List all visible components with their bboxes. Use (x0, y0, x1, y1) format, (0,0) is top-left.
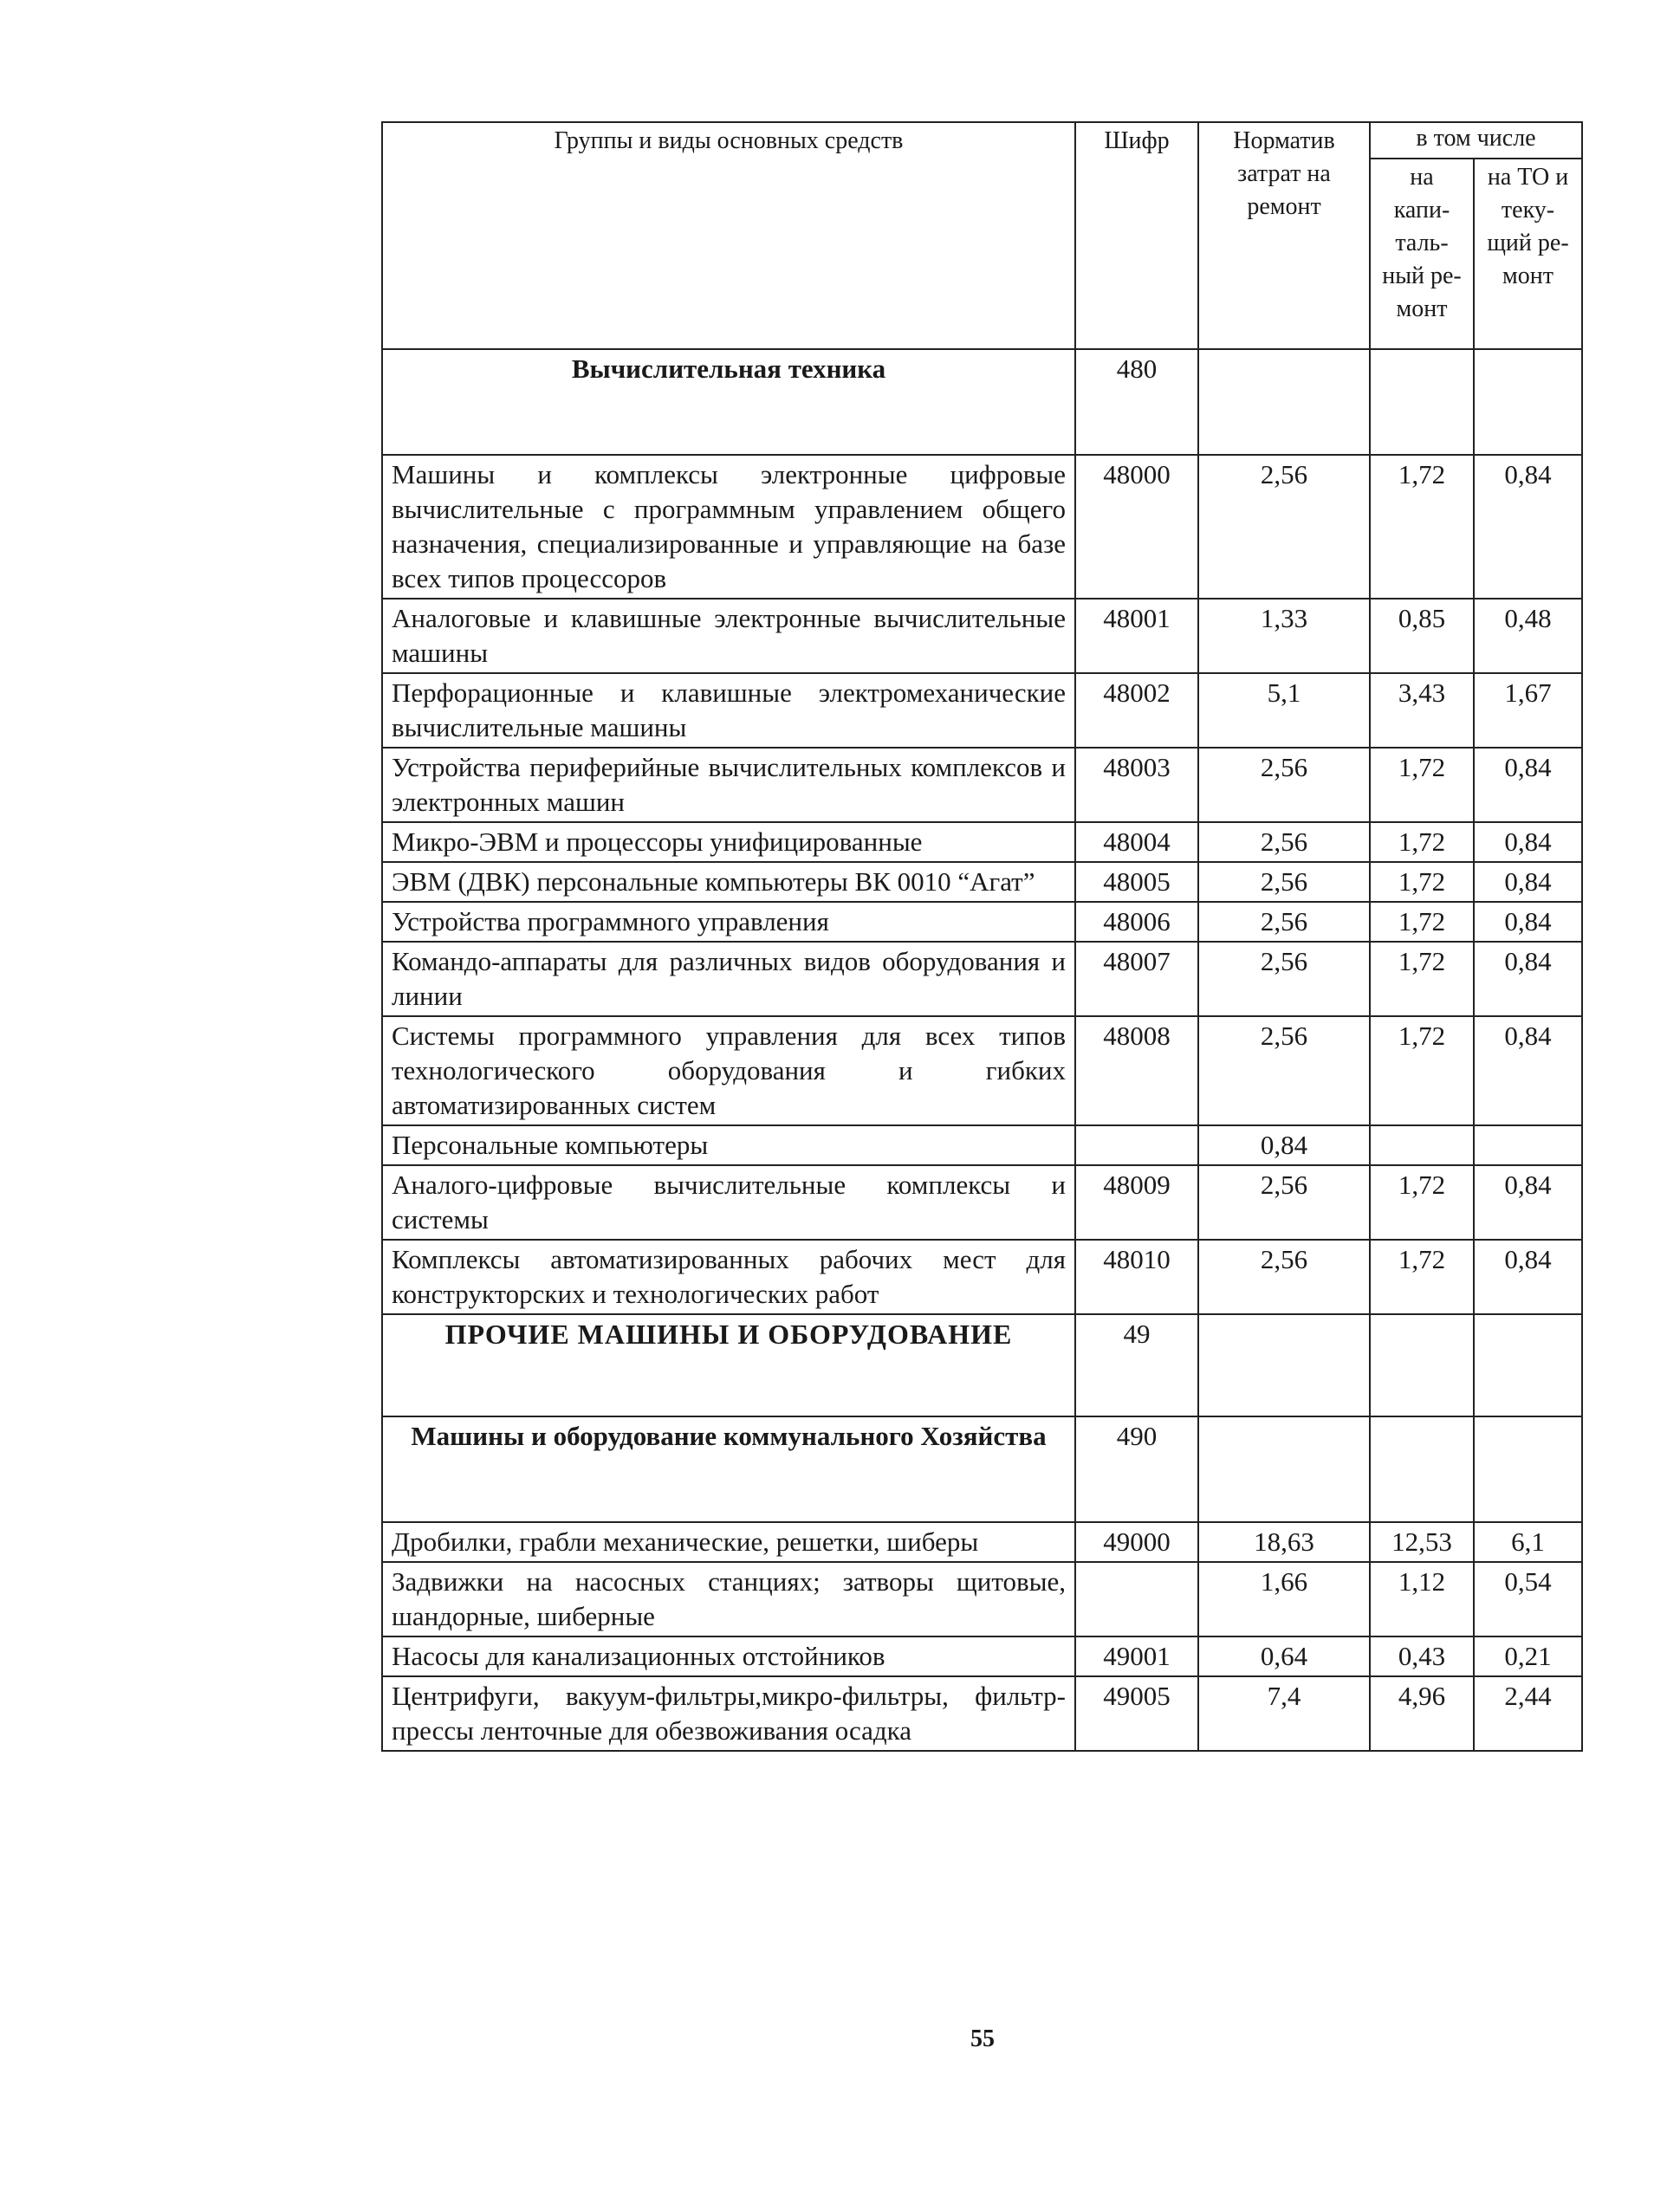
row-current-repair (1474, 1125, 1582, 1165)
row-name: Комплексы автоматизированных рабочих мест для конструкторских и технологических работ (382, 1240, 1075, 1314)
row-name: ЭВМ (ДВК) персональные компьютеры ВК 0010 “Агат” (382, 862, 1075, 902)
table-row (382, 862, 1582, 902)
table-row (382, 822, 1582, 862)
row-repair-norm: 2,56 (1198, 902, 1370, 942)
row-name: Устройства периферийные вычислительных комплексов и электронных машин (382, 748, 1075, 822)
section-name: Вычислительная техника (382, 349, 1075, 455)
row-current-repair: 2,44 (1474, 1676, 1582, 1751)
section-name: Машины и оборудование коммунального Хозяйства (382, 1416, 1075, 1522)
row-name: Перфорационные и клавишные электромеханические вычислительные машины (382, 673, 1075, 748)
table-row (382, 1016, 1582, 1125)
section-row (382, 349, 1582, 455)
row-current-repair: 0,21 (1474, 1636, 1582, 1676)
table-row (382, 1636, 1582, 1676)
row-repair-norm: 2,56 (1198, 1240, 1370, 1314)
row-name: Задвижки на насосных станциях; затворы щитовые, шандорные, шиберные (382, 1562, 1075, 1636)
table-row (382, 942, 1582, 1016)
section-name: ПРОЧИЕ МАШИНЫ И ОБОРУДОВАНИЕ (382, 1314, 1075, 1416)
row-capital-repair: 1,72 (1370, 455, 1474, 599)
row-current-repair: 1,67 (1474, 673, 1582, 748)
row-capital-repair: 1,72 (1370, 942, 1474, 1016)
row-repair-norm: 2,56 (1198, 822, 1370, 862)
row-current-repair: 6,1 (1474, 1522, 1582, 1562)
row-repair-norm: 2,56 (1198, 942, 1370, 1016)
table-row (382, 1125, 1582, 1165)
section-code: 490 (1075, 1416, 1198, 1522)
row-capital-repair: 0,85 (1370, 599, 1474, 673)
row-current-repair: 0,54 (1474, 1562, 1582, 1636)
row-capital-repair: 1,72 (1370, 1016, 1474, 1125)
row-code (1075, 1125, 1198, 1165)
row-capital-repair: 3,43 (1370, 673, 1474, 748)
row-repair-norm: 0,84 (1198, 1125, 1370, 1165)
row-name: Дробилки, грабли механические, решетки, шиберы (382, 1522, 1075, 1562)
header-repair-norm: Норматив затрат на ремонт (1198, 122, 1370, 349)
row-name: Машины и комплексы электронные цифровые вычислительные с программным управлением общего назначения, специализированные и управляющие на базе всех типов процессоров (382, 455, 1075, 599)
row-capital-repair: 1,72 (1370, 1165, 1474, 1240)
row-repair-norm: 2,56 (1198, 748, 1370, 822)
row-code: 48008 (1075, 1016, 1198, 1125)
row-current-repair: 0,48 (1474, 599, 1582, 673)
table-row (382, 455, 1582, 599)
table-row (382, 748, 1582, 822)
table-row (382, 1562, 1582, 1636)
row-capital-repair: 1,72 (1370, 748, 1474, 822)
row-current-repair: 0,84 (1474, 1165, 1582, 1240)
header-group-name: Группы и виды основных средств (382, 122, 1075, 349)
row-current-repair: 0,84 (1474, 862, 1582, 902)
row-repair-norm: 2,56 (1198, 1165, 1370, 1240)
header-code: Шифр (1075, 122, 1198, 349)
row-code (1075, 1562, 1198, 1636)
row-name: Персональные компьютеры (382, 1125, 1075, 1165)
row-current-repair: 0,84 (1474, 1240, 1582, 1314)
row-capital-repair: 1,72 (1370, 862, 1474, 902)
header-including: в том числе (1370, 122, 1582, 159)
row-capital-repair: 4,96 (1370, 1676, 1474, 1751)
row-name: Аналоговые и клавишные электронные вычислительные машины (382, 599, 1075, 673)
section-row (382, 1314, 1582, 1416)
row-code: 48000 (1075, 455, 1198, 599)
row-code: 49000 (1075, 1522, 1198, 1562)
row-current-repair: 0,84 (1474, 455, 1582, 599)
section-code: 49 (1075, 1314, 1198, 1416)
row-code: 48007 (1075, 942, 1198, 1016)
row-code: 49001 (1075, 1636, 1198, 1676)
section-row (382, 1416, 1582, 1522)
page-number: 55 (970, 2025, 995, 2052)
row-repair-norm: 5,1 (1198, 673, 1370, 748)
row-repair-norm: 18,63 (1198, 1522, 1370, 1562)
table-row (382, 902, 1582, 942)
row-repair-norm: 7,4 (1198, 1676, 1370, 1751)
row-current-repair: 0,84 (1474, 942, 1582, 1016)
row-capital-repair (1370, 1125, 1474, 1165)
row-capital-repair: 0,43 (1370, 1636, 1474, 1676)
row-current-repair: 0,84 (1474, 902, 1582, 942)
table-row (382, 599, 1582, 673)
row-name: Центрифуги, вакуум-фильтры,микро-фильтры, фильтр- прессы ленточные для обезвоживания осадка (382, 1676, 1075, 1751)
row-name: Микро-ЭВМ и процессоры унифицированные (382, 822, 1075, 862)
row-name: Системы программного управления для всех типов технологического оборудования и гибких автоматизированных систем (382, 1016, 1075, 1125)
table-row (382, 673, 1582, 748)
row-name: Командо-аппараты для различных видов оборудования и линии (382, 942, 1075, 1016)
header-current-repair: на ТО и теку- щий ре- монт (1474, 159, 1582, 349)
row-capital-repair: 12,53 (1370, 1522, 1474, 1562)
row-code: 48004 (1075, 822, 1198, 862)
table-row (382, 1676, 1582, 1751)
row-name: Аналого-цифровые вычислительные комплексы и системы (382, 1165, 1075, 1240)
row-code: 48010 (1075, 1240, 1198, 1314)
table-body (382, 349, 1582, 1751)
row-code: 48009 (1075, 1165, 1198, 1240)
header-capital-repair: на капи- таль- ный ре- монт (1370, 159, 1474, 349)
row-capital-repair: 1,72 (1370, 1240, 1474, 1314)
row-name: Насосы для канализационных отстойников (382, 1636, 1075, 1676)
row-repair-norm: 1,66 (1198, 1562, 1370, 1636)
row-code: 48003 (1075, 748, 1198, 822)
row-current-repair: 0,84 (1474, 1016, 1582, 1125)
row-code: 48002 (1075, 673, 1198, 748)
table-row (382, 1240, 1582, 1314)
section-code: 480 (1075, 349, 1198, 455)
row-repair-norm: 2,56 (1198, 1016, 1370, 1125)
row-repair-norm: 2,56 (1198, 862, 1370, 902)
row-repair-norm: 1,33 (1198, 599, 1370, 673)
row-code: 48001 (1075, 599, 1198, 673)
row-code: 48005 (1075, 862, 1198, 902)
row-capital-repair: 1,12 (1370, 1562, 1474, 1636)
row-capital-repair: 1,72 (1370, 902, 1474, 942)
row-current-repair: 0,84 (1474, 822, 1582, 862)
table-row (382, 1522, 1582, 1562)
row-name: Устройства программного управления (382, 902, 1075, 942)
table-row (382, 1165, 1582, 1240)
row-code: 49005 (1075, 1676, 1198, 1751)
row-current-repair: 0,84 (1474, 748, 1582, 822)
row-repair-norm: 0,64 (1198, 1636, 1370, 1676)
row-code: 48006 (1075, 902, 1198, 942)
row-repair-norm: 2,56 (1198, 455, 1370, 599)
equipment-repair-norms-table (381, 121, 1583, 1752)
row-capital-repair: 1,72 (1370, 822, 1474, 862)
